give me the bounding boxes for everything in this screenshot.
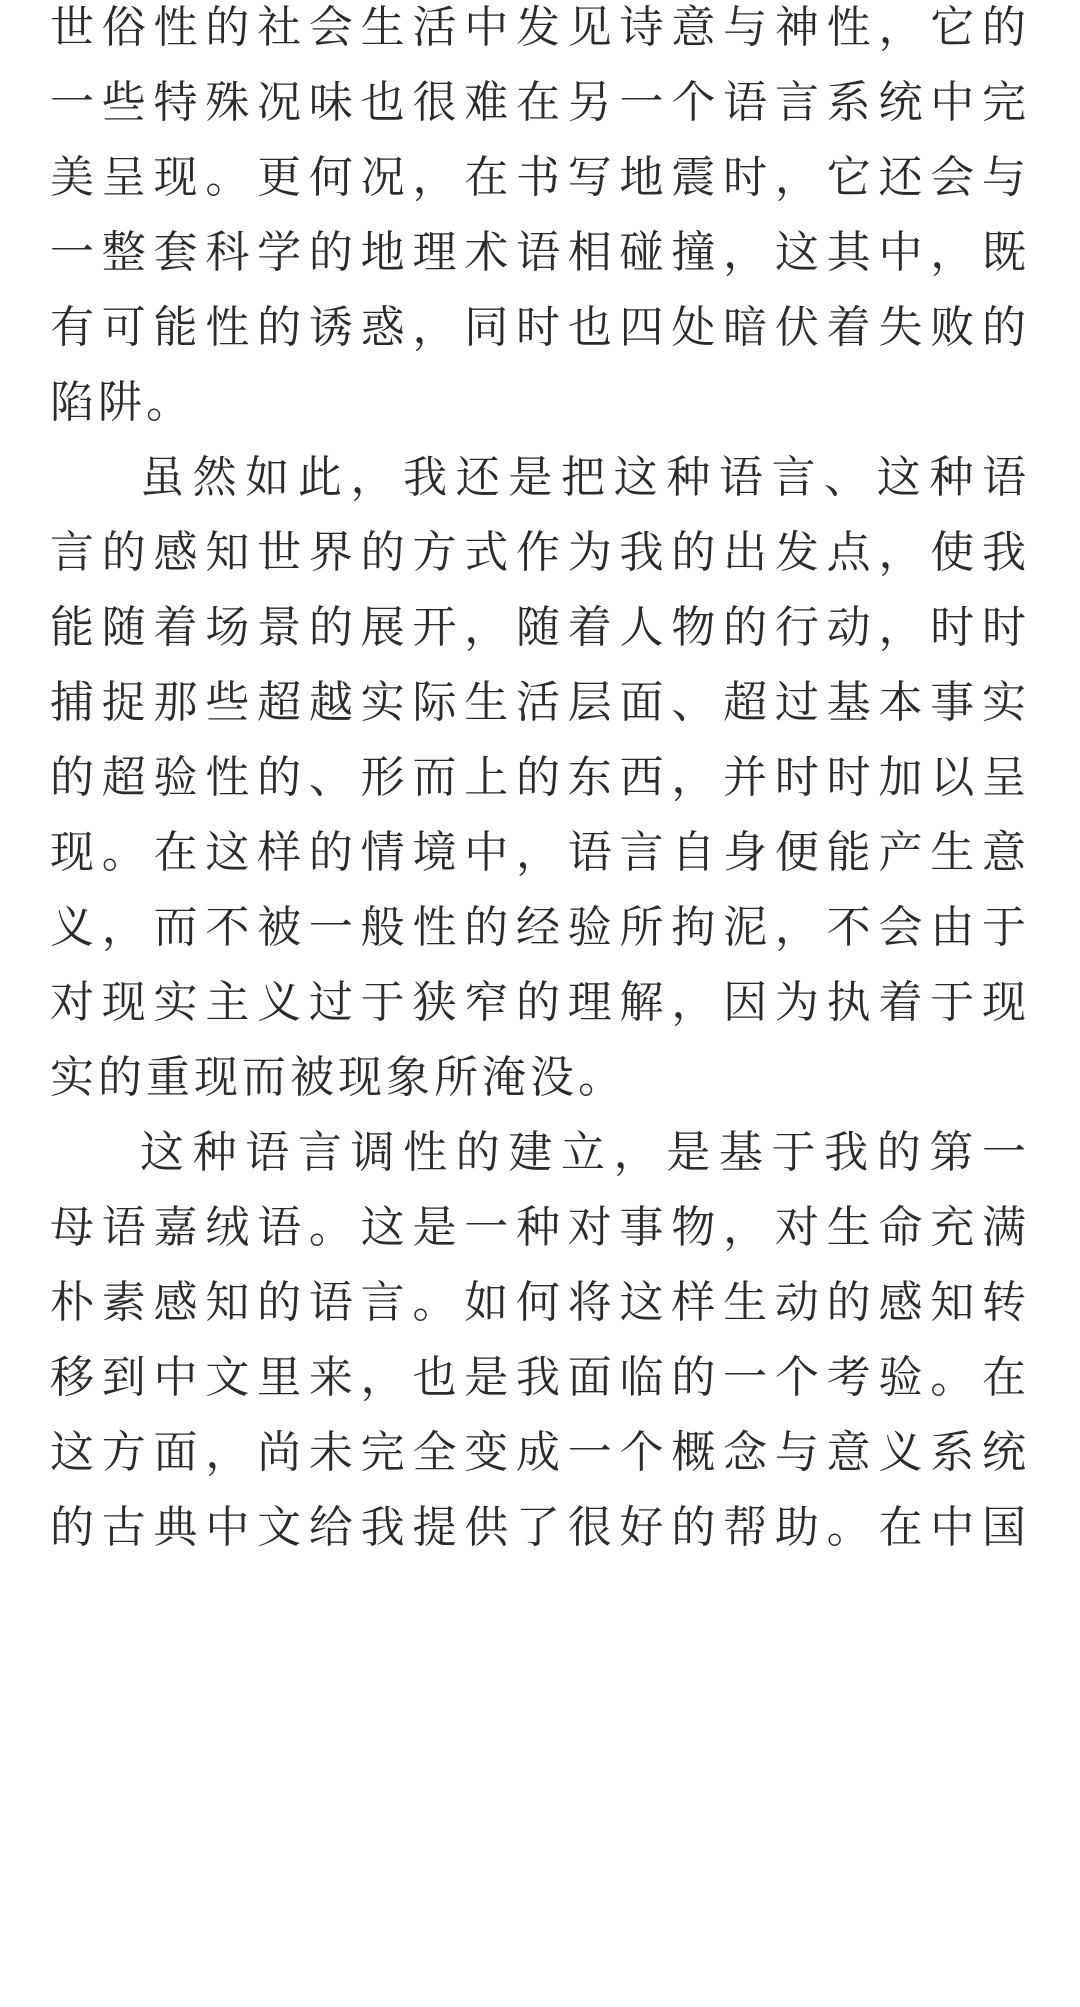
- text-line: 这种语言调性的建立，是基于我的第一: [140, 1127, 1030, 1178]
- text-line: 世俗性的社会生活中发见诗意与神性，它的: [50, 2, 1030, 53]
- text-line: 一些特殊况味也很难在另一个语言系统中完: [50, 77, 1030, 128]
- text-line: 这方面，尚未完全变成一个概念与意义系统: [50, 1427, 1030, 1478]
- text-line: 现。在这样的情境中，语言自身便能产生意: [50, 827, 1030, 878]
- text-line: 有可能性的诱惑，同时也四处暗伏着失败的: [50, 302, 1030, 353]
- text-line: 捕捉那些超越实际生活层面、超过基本事实: [50, 677, 1030, 728]
- text-line: 实的重现而被现象所淹没。: [50, 1052, 626, 1103]
- text-line: 母语嘉绒语。这是一种对事物，对生命充满: [50, 1202, 1030, 1253]
- text-line: 言的感知世界的方式作为我的出发点，使我: [50, 527, 1030, 578]
- text-line: 能随着场景的展开，随着人物的行动，时时: [50, 602, 1030, 653]
- text-line: 对现实主义过于狭窄的理解，因为执着于现: [50, 977, 1030, 1028]
- text-line: 的古典中文给我提供了很好的帮助。在中国: [50, 1502, 1030, 1553]
- text-line: 虽然如此，我还是把这种语言、这种语: [140, 452, 1030, 503]
- text-line: 移到中文里来，也是我面临的一个考验。在: [50, 1352, 1030, 1403]
- text-line: 朴素感知的语言。如何将这样生动的感知转: [50, 1277, 1030, 1328]
- text-line: 一整套科学的地理术语相碰撞，这其中，既: [50, 227, 1030, 278]
- text-line: 义，而不被一般性的经验所拘泥，不会由于: [50, 902, 1030, 953]
- text-line: 的超验性的、形而上的东西，并时时加以呈: [50, 752, 1030, 803]
- text-line: 美呈现。更何况，在书写地震时，它还会与: [50, 152, 1030, 203]
- text-line: 陷阱。: [50, 377, 194, 428]
